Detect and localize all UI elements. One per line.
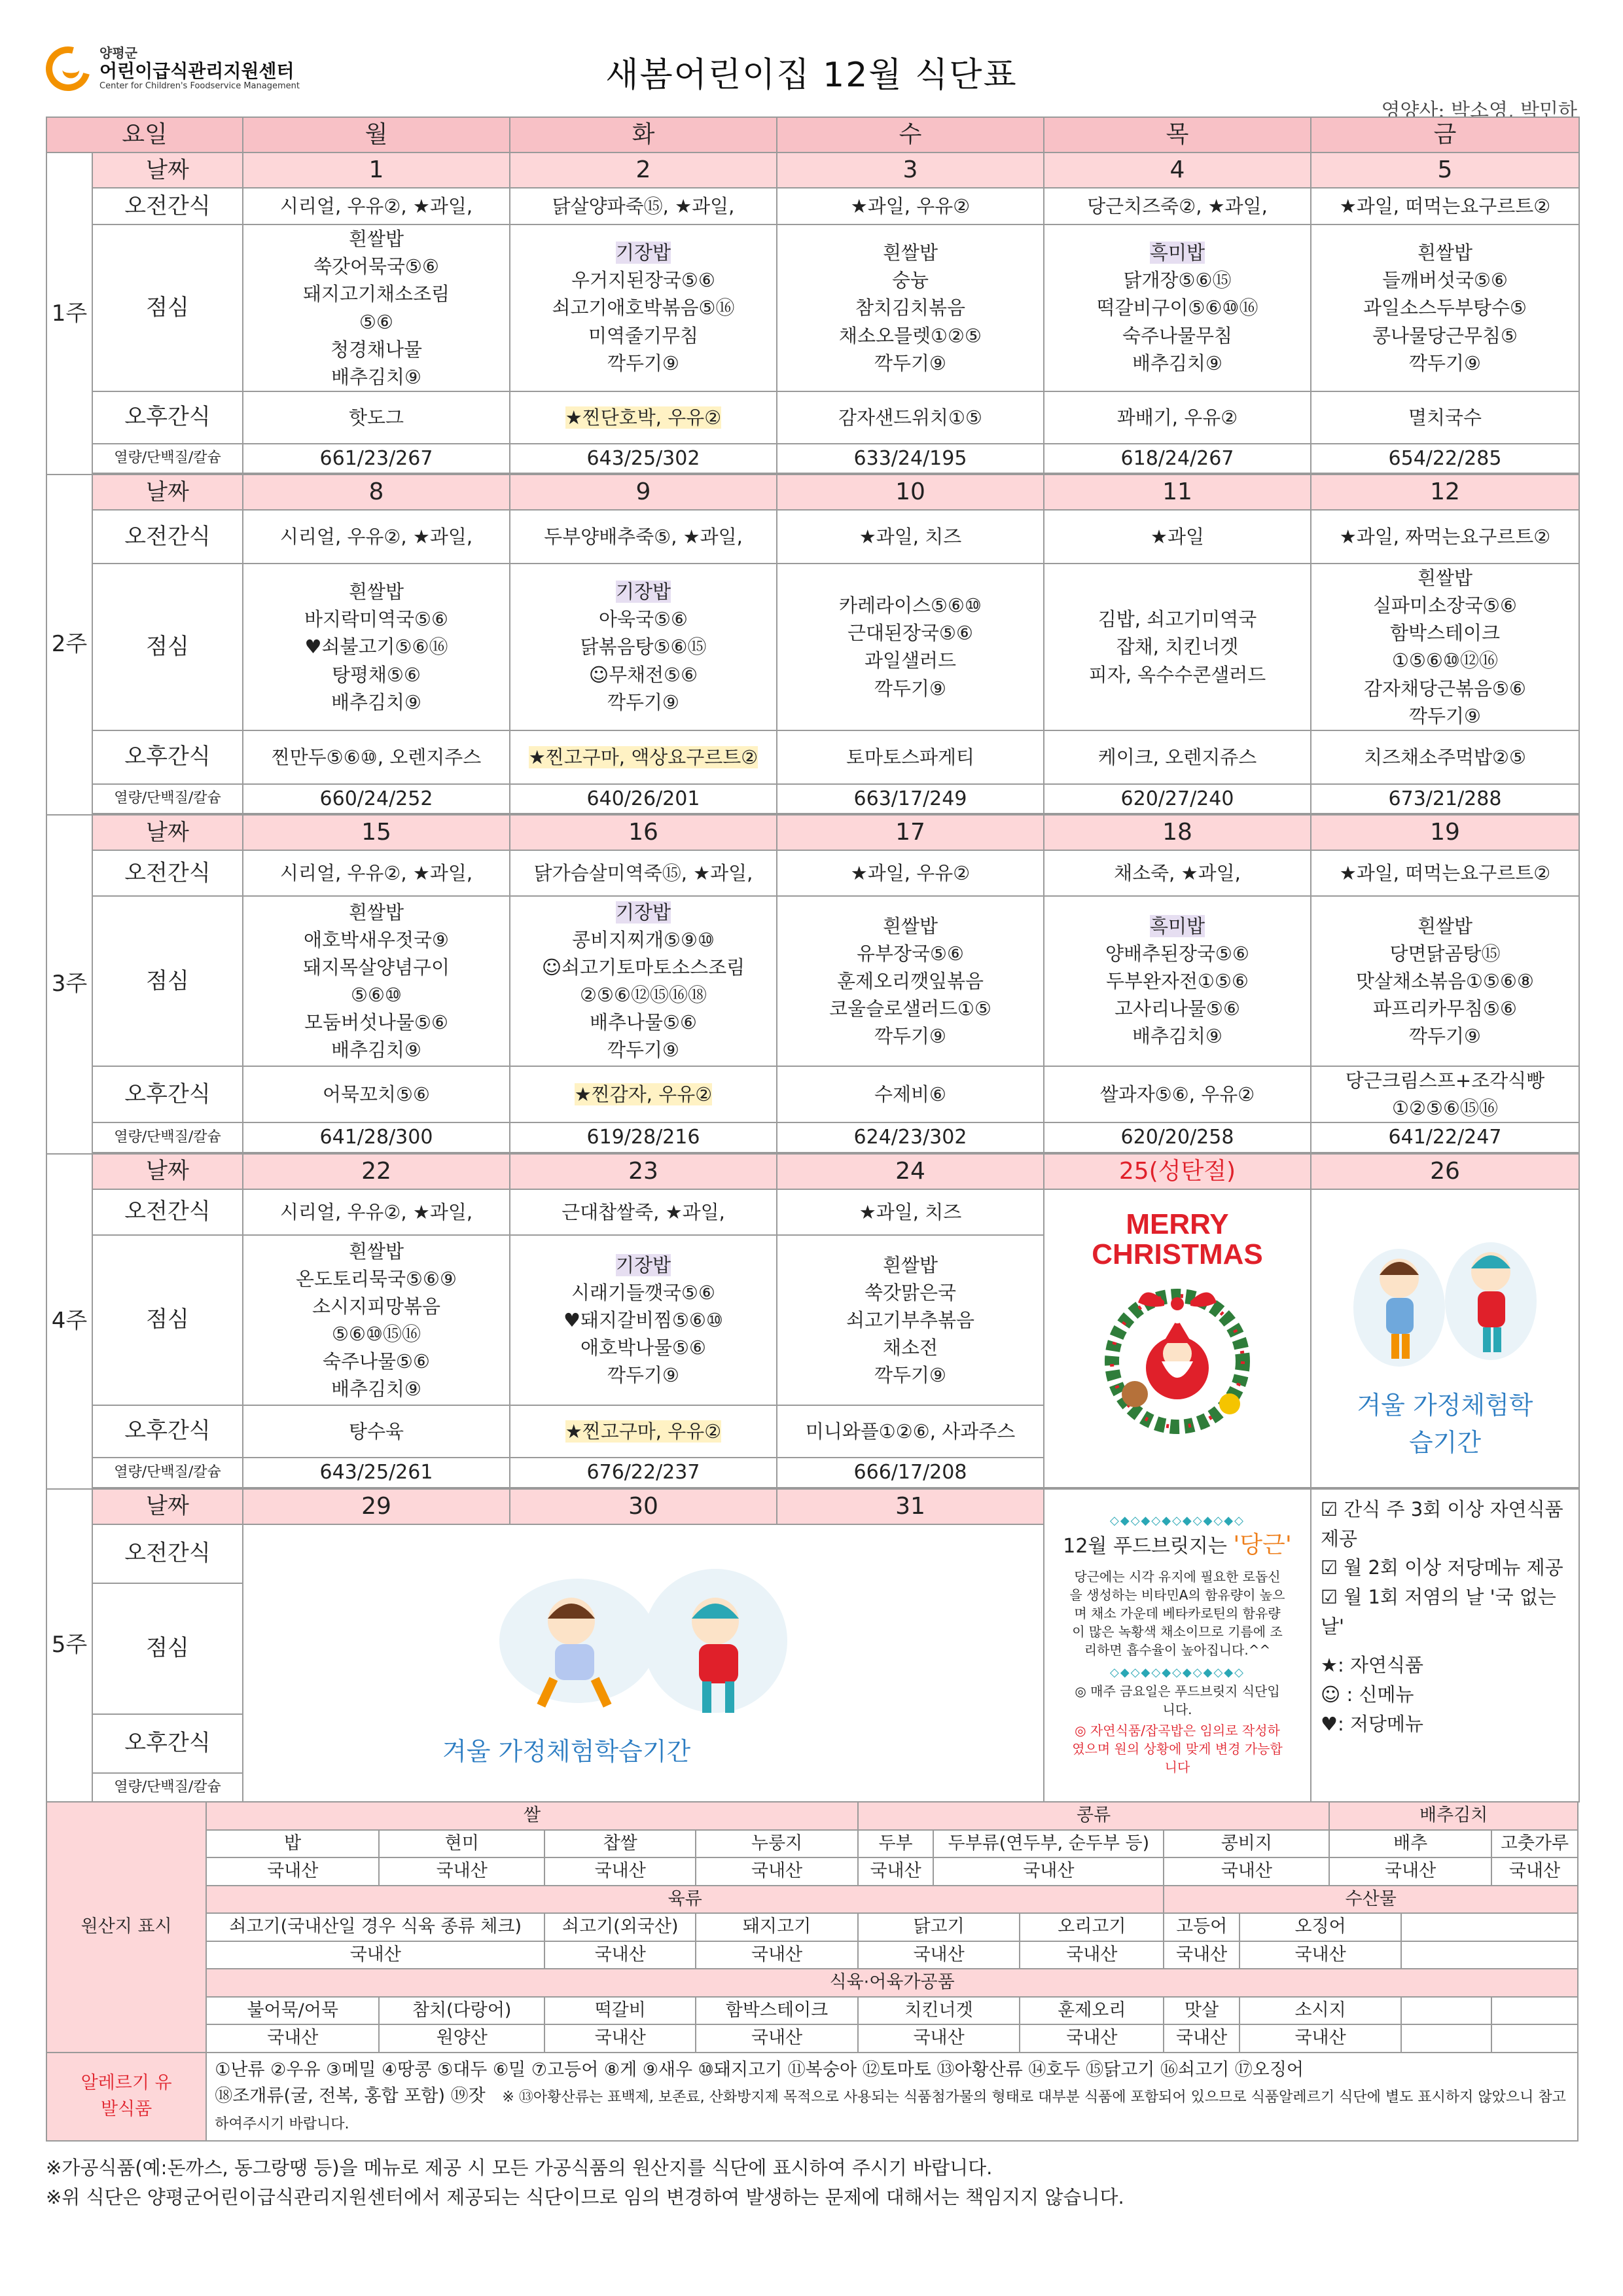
allergy-line: ①난류 ②우유 ③메밀 ④땅콩 ⑤대두 ⑥밀 ⑦고등어 ⑧게 ⑨새우 ⑩돼지고기 ⑪복숭아 ⑫토마토 ⑬아황산류 ⑭호두 ⑮닭고기 ⑯쇠고기 ⑰오징어: [215, 2059, 1304, 2080]
logo-main: 어린이급식관리지원센터: [99, 60, 294, 82]
origin-item: 참치(다랑어): [379, 1997, 544, 2025]
morning-snack: 두부양배추죽⑤, ★과일,: [510, 510, 777, 564]
kcal-label: 열량/단백질/칼슘: [92, 784, 243, 814]
kcal-value: 641/22/247: [1311, 1122, 1579, 1153]
lunch-label: 점심: [92, 1235, 243, 1405]
morning-snack: 시리얼, 우유②, ★과일,: [243, 1189, 510, 1235]
origin-item: 누룽지: [696, 1830, 858, 1858]
date-cell: 30: [510, 1489, 777, 1524]
date-label: 날짜: [92, 152, 243, 188]
afternoon-snack: 감자샌드위치①⑤: [777, 391, 1044, 444]
week-label: 1주: [46, 152, 92, 475]
legend-natural: ★: 자연식품: [1321, 1654, 1424, 1677]
origin-item: 콩비지: [1164, 1830, 1329, 1858]
kcal-value: 663/17/249: [777, 784, 1044, 814]
kcal-label: 열량/단백질/칼슘: [92, 1773, 243, 1802]
origin-item: 닭고기: [858, 1913, 1020, 1941]
lunch-label: 점심: [92, 1583, 243, 1714]
lunch-menu: 흰쌀밥 유부장국⑤⑥ 훈제오리깻잎볶음 코울슬로샐러드①⑤ 깍두기⑨: [777, 896, 1044, 1066]
origin-value: 국내산: [379, 1857, 544, 1886]
kcal-value: 673/21/288: [1311, 784, 1579, 814]
origin-item: 찹쌀: [544, 1830, 696, 1858]
lunch-menu: 흰쌀밥 바지락미역국⑤⑥ ♥쇠불고기⑤⑥⑯ 탕평채⑤⑥ 배추김치⑨: [243, 564, 510, 730]
origin-value: 국내산: [1240, 1941, 1402, 1969]
date-cell: 26: [1311, 1154, 1579, 1189]
lunch-menu: 흑미밥 양배추된장국⑤⑥ 두부완자전①⑤⑥ 고사리나물⑤⑥ 배추김치⑨: [1044, 896, 1311, 1066]
empty-cell: [1401, 1941, 1578, 1969]
date-cell: 2: [510, 152, 777, 188]
origin-item: 떡갈비: [544, 1997, 696, 2025]
legend-new-menu: ☺ : 신메뉴: [1321, 1683, 1414, 1706]
origin-value: 국내산: [933, 1857, 1164, 1886]
winter-break-text: 겨울 가정체험학습기간: [1357, 1391, 1533, 1458]
date-cell: 18: [1044, 815, 1311, 850]
date-cell: 29: [243, 1489, 510, 1524]
kcal-label: 열량/단백질/칼슘: [92, 1458, 243, 1488]
morning-label: 오전간식: [92, 1524, 243, 1583]
lunch-label: 점심: [92, 224, 243, 391]
guideline-checklist: [1311, 1489, 1579, 1802]
morning-snack: 닭살양파죽⑮, ★과일,: [510, 188, 777, 224]
afternoon-snack: 케이크, 오렌지쥬스: [1044, 730, 1311, 784]
afternoon-label: 오후간식: [92, 1405, 243, 1458]
origin-item: 쇠고기(국내산일 경우 식육 종류 체크): [206, 1913, 544, 1941]
origin-item: 고춧가루: [1491, 1830, 1578, 1858]
food-bridge-body: 당근에는 시각 유지에 필요한 로돕신을 생성하는 비타민A의 함유량이 높으며 채소 가운데 베타카로틴의 함유량이 많은 녹황색 채소이므로 기름에 조리하면 흡수율이 높아집니다.^^: [1069, 1568, 1285, 1658]
origin-item: 치킨너겟: [858, 1997, 1020, 2025]
origin-value: 국내산: [858, 2024, 1020, 2053]
lunch-label: 점심: [92, 896, 243, 1066]
date-label: 날짜: [92, 1154, 243, 1189]
morning-snack: ★과일, 우유②: [777, 188, 1044, 224]
lunch-menu: 김밥, 쇠고기미역국 잡채, 치킨너겟 피자, 옥수수콘샐러드: [1044, 564, 1311, 730]
morning-snack: ★과일, 짜먹는요구르트②: [1311, 510, 1579, 564]
origin-item: 두부류(연두부, 순두부 등): [933, 1830, 1164, 1858]
date-cell: 12: [1311, 475, 1579, 510]
holiday-date-cell: 25(성탄절): [1044, 1154, 1311, 1189]
lunch-menu: 기장밥 우거지된장국⑤⑥ 쇠고기애호박볶음⑤⑯ 미역줄기무침 깍두기⑨: [510, 224, 777, 391]
afternoon-snack: 찐만두⑤⑥⑩, 오렌지주스: [243, 730, 510, 784]
morning-label: 오전간식: [92, 850, 243, 896]
date-cell: 19: [1311, 815, 1579, 850]
footer-notes: [46, 2153, 1124, 2212]
origin-item: 배추: [1329, 1830, 1491, 1858]
origin-value: 국내산: [1020, 1941, 1164, 1969]
kcal-value: 618/24/267: [1044, 444, 1311, 474]
christmas-wreath-icon: [1066, 1270, 1289, 1440]
snow-angel-kids-icon: [1334, 1210, 1556, 1380]
morning-snack: 시리얼, 우유②, ★과일,: [243, 510, 510, 564]
origin-value: 국내산: [696, 1941, 858, 1969]
lunch-menu: 흰쌀밥 실파미소장국⑤⑥ 함박스테이크 ①⑤⑥⑩⑫⑯ 감자채당근볶음⑤⑥ 깍두기⑨: [1311, 564, 1579, 730]
lunch-menu: 카레라이스⑤⑥⑩ 근대된장국⑤⑥ 과일샐러드 깍두기⑨: [777, 564, 1044, 730]
empty-cell: [1491, 1997, 1578, 2025]
check-item: ☑ 월 1회 저염의 날 '국 없는 날': [1321, 1586, 1556, 1638]
empty-cell: [1401, 2024, 1491, 2053]
origin-item: 쇠고기(외국산): [544, 1913, 696, 1941]
morning-snack: ★과일: [1044, 510, 1311, 564]
date-cell: 10: [777, 475, 1044, 510]
origin-value: 국내산: [544, 2024, 696, 2053]
lunch-label: 점심: [92, 564, 243, 730]
menu-table: [46, 117, 1580, 1803]
kcal-value: 660/24/252: [243, 784, 510, 814]
morning-label: 오전간식: [92, 188, 243, 224]
date-label: 날짜: [92, 1489, 243, 1524]
origin-item: 오리고기: [1020, 1913, 1164, 1941]
bean-head: 콩류: [858, 1802, 1330, 1830]
footer-note: ※위 식단은 양평군어린이급식관리지원센터에서 제공되는 식단이므로 임의 변경하여 발생하는 문제에 대해서는 책임지지 않습니다.: [46, 2185, 1124, 2208]
food-bridge-title: 12월 푸드브릿지는: [1063, 1535, 1227, 1558]
christmas-title: MERRY CHRISTMAS: [1092, 1208, 1263, 1271]
date-cell: 16: [510, 815, 777, 850]
afternoon-label: 오후간식: [92, 1714, 243, 1773]
morning-snack: 시리얼, 우유②, ★과일,: [243, 850, 510, 896]
kcal-value: 620/27/240: [1044, 784, 1311, 814]
kcal-value: 643/25/261: [243, 1458, 510, 1488]
logo-english: Center for Children's Foodservice Management: [99, 81, 300, 92]
origin-value: 국내산: [858, 1857, 934, 1886]
afternoon-snack: ★찐고구마, 우유②: [510, 1405, 777, 1458]
check-item: ☑ 월 2회 이상 저당메뉴 제공: [1321, 1556, 1563, 1579]
morning-snack: ★과일, 치즈: [777, 1189, 1044, 1235]
morning-snack: ★과일, 치즈: [777, 510, 1044, 564]
christmas-panel: [1044, 1189, 1311, 1488]
empty-cell: [1401, 1913, 1578, 1941]
origin-value: 국내산: [1240, 2024, 1402, 2053]
week-label: 3주: [46, 815, 92, 1154]
meat-head: 육류: [206, 1886, 1164, 1914]
date-cell: 1: [243, 152, 510, 188]
date-cell: 11: [1044, 475, 1311, 510]
kimchi-head: 배추김치: [1329, 1802, 1578, 1830]
lunch-menu: 흰쌀밥 애호박새우젓국⑨ 돼지목살양념구이 ⑤⑥⑩ 모둠버섯나물⑤⑥ 배추김치⑨: [243, 896, 510, 1066]
afternoon-snack: ★찐고구마, 액상요구르트②: [510, 730, 777, 784]
nutritionist-names: 영양사: 박소영, 박민하: [1381, 99, 1577, 122]
origin-item: 현미: [379, 1830, 544, 1858]
afternoon-snack: 수제비⑥: [777, 1066, 1044, 1122]
afternoon-snack: 핫도그: [243, 391, 510, 444]
date-cell: 3: [777, 152, 1044, 188]
kcal-value: 676/22/237: [510, 1458, 777, 1488]
origin-item: 맛살: [1164, 1997, 1240, 2025]
food-bridge-item: '당근': [1233, 1532, 1292, 1559]
origin-item: 소시지: [1240, 1997, 1402, 2025]
date-cell: 5: [1311, 152, 1579, 188]
afternoon-snack: 토마토스파게티: [777, 730, 1044, 784]
decor-border-icon: ◇◆◇◆◇◆◇◆◇◆◇◆◇: [1110, 1514, 1245, 1528]
afternoon-label: 오후간식: [92, 730, 243, 784]
lunch-menu: 흑미밥 닭개장⑤⑥⑮ 떡갈비구이⑤⑥⑩⑯ 숙주나물무침 배추김치⑨: [1044, 224, 1311, 391]
allergy-list: [206, 2053, 1578, 2142]
allergy-label: 알레르기 유발식품: [46, 2053, 206, 2142]
kcal-value: 619/28/216: [510, 1122, 777, 1153]
date-cell: 31: [777, 1489, 1044, 1524]
processed-head: 식육·어육가공품: [206, 1969, 1578, 1997]
kcal-value: 624/23/302: [777, 1122, 1044, 1153]
origin-value: 원양산: [379, 2024, 544, 2053]
morning-snack: 근대찹쌀죽, ★과일,: [510, 1189, 777, 1235]
rice-head: 쌀: [206, 1802, 858, 1830]
origin-value: 국내산: [1164, 2024, 1240, 2053]
lunch-menu: 기장밥 아욱국⑤⑥ 닭볶음탕⑤⑥⑮ ☺무채전⑤⑥ 깍두기⑨: [510, 564, 777, 730]
origin-value: 국내산: [1164, 1941, 1240, 1969]
origin-label: 원산지 표시: [46, 1802, 206, 2053]
origin-item: 훈제오리: [1020, 1997, 1164, 2025]
header-thu: 목: [1044, 117, 1311, 152]
header-mon: 월: [243, 117, 510, 152]
origin-value: 국내산: [696, 1857, 858, 1886]
morning-snack: ★과일, 우유②: [777, 850, 1044, 896]
date-cell: 24: [777, 1154, 1044, 1189]
date-cell: 4: [1044, 152, 1311, 188]
allergy-note: ※ ⑬아황산류는 표백제, 보존료, 산화방지제 목적으로 사용되는 식품첨가물의 형태로 대부분 식품에 포함되어 있으므로 식품알레르기 식단에 별도 표시하지 않았으니 참고하여주시기 바랍니다.: [215, 2089, 1566, 2132]
morning-snack: 시리얼, 우유②, ★과일,: [243, 188, 510, 224]
lunch-menu: 기장밥 콩비지찌개⑤⑨⑩ ☺쇠고기토마토소스조림 ②⑤⑥⑫⑮⑯⑱ 배추나물⑤⑥ 깍두기⑨: [510, 896, 777, 1066]
empty-cell: [1491, 2024, 1578, 2053]
origin-value: 국내산: [206, 2024, 379, 2053]
kcal-value: 654/22/285: [1311, 444, 1579, 474]
date-cell: 17: [777, 815, 1044, 850]
winter-break-panel-week5: [243, 1524, 1044, 1802]
morning-snack: ★과일, 떠먹는요구르트②: [1311, 850, 1579, 896]
page-header: [46, 33, 1577, 122]
header-wed: 수: [777, 117, 1044, 152]
morning-label: 오전간식: [92, 1189, 243, 1235]
check-item: ☑ 간식 주 3회 이상 자연식품 제공: [1321, 1498, 1563, 1550]
logo-sub: 양평군: [99, 45, 137, 61]
origin-item: 불어묵/어묵: [206, 1997, 379, 2025]
week-label: 5주: [46, 1489, 92, 1802]
kcal-label: 열량/단백질/칼슘: [92, 1122, 243, 1153]
lunch-menu: 흰쌀밥 들깨버섯국⑤⑥ 과일소스두부탕수⑤ 콩나물당근무침⑤ 깍두기⑨: [1311, 224, 1579, 391]
food-bridge-notice: [1044, 1489, 1311, 1802]
empty-cell: [1401, 1997, 1491, 2025]
kcal-value: 620/20/258: [1044, 1122, 1311, 1153]
kcal-value: 666/17/208: [777, 1458, 1044, 1488]
morning-snack: 당근치즈죽②, ★과일,: [1044, 188, 1311, 224]
origin-value: 국내산: [544, 1941, 696, 1969]
page-title: 새봄어린이집 12월 식단표: [605, 56, 1018, 95]
morning-snack: ★과일, 떠먹는요구르트②: [1311, 188, 1579, 224]
afternoon-snack: 멸치국수: [1311, 391, 1579, 444]
header-day: 요일: [46, 117, 243, 152]
origin-value: 국내산: [696, 2024, 858, 2053]
lunch-menu: 흰쌀밥 쑥갓어묵국⑤⑥ 돼지고기채소조림 ⑤⑥ 청경채나물 배추김치⑨: [243, 224, 510, 391]
origin-value: 국내산: [1020, 2024, 1164, 2053]
date-cell: 22: [243, 1154, 510, 1189]
winter-break-panel-week4: [1311, 1189, 1579, 1488]
afternoon-snack: ★찐감자, 우유②: [510, 1066, 777, 1122]
snow-angel-kids-icon: [473, 1556, 813, 1726]
kcal-value: 641/28/300: [243, 1122, 510, 1153]
origin-item: 고등어: [1164, 1913, 1240, 1941]
week-label: 2주: [46, 475, 92, 815]
header-fri: 금: [1311, 117, 1579, 152]
origin-value: 국내산: [1329, 1857, 1491, 1886]
kcal-label: 열량/단백질/칼슘: [92, 444, 243, 474]
lunch-menu: 흰쌀밥 쑥갓맑은국 쇠고기부추볶음 채소전 깍두기⑨: [777, 1235, 1044, 1405]
origin-table: [46, 1801, 1578, 2142]
afternoon-snack: 미니와플①②⑥, 사과주스: [777, 1405, 1044, 1458]
header-tue: 화: [510, 117, 777, 152]
winter-break-text: 겨울 가정체험학습기간: [442, 1736, 691, 1766]
allergy-line: ⑱조개류(굴, 전복, 홍합 포함) ⑲잣: [215, 2086, 486, 2106]
morning-snack: 닭가슴살미역죽⑮, ★과일,: [510, 850, 777, 896]
morning-snack: 채소죽, ★과일,: [1044, 850, 1311, 896]
origin-value: 국내산: [858, 1941, 1020, 1969]
food-bridge-note2: ◎ 자연식품/잡곡밥은 임의로 작성하였으며 원의 상황에 맞게 변경 가능합니다: [1072, 1723, 1283, 1776]
origin-value: 국내산: [544, 1857, 696, 1886]
afternoon-snack: 당근크림스프+조각식빵①②⑤⑥⑮⑯: [1311, 1066, 1579, 1122]
fish-head: 수산물: [1164, 1886, 1578, 1914]
origin-value: 국내산: [206, 1857, 379, 1886]
afternoon-label: 오후간식: [92, 391, 243, 444]
afternoon-snack: 꽈배기, 우유②: [1044, 391, 1311, 444]
date-label: 날짜: [92, 815, 243, 850]
origin-value: 국내산: [1164, 1857, 1329, 1886]
lunch-menu: 기장밥 시래기들깻국⑤⑥ ♥돼지갈비찜⑤⑥⑩ 애호박나물⑤⑥ 깍두기⑨: [510, 1235, 777, 1405]
origin-value: 국내산: [1491, 1857, 1578, 1886]
afternoon-snack: 치즈채소주먹밥②⑤: [1311, 730, 1579, 784]
afternoon-snack: 탕수육: [243, 1405, 510, 1458]
week-label: 4주: [46, 1154, 92, 1489]
afternoon-snack: ★찐단호박, 우유②: [510, 391, 777, 444]
afternoon-label: 오후간식: [92, 1066, 243, 1122]
date-cell: 15: [243, 815, 510, 850]
kcal-value: 640/26/201: [510, 784, 777, 814]
kcal-value: 633/24/195: [777, 444, 1044, 474]
lunch-menu: 흰쌀밥 숭늉 참치김치볶음 채소오믈렛①②⑤ 깍두기⑨: [777, 224, 1044, 391]
origin-item: 함박스테이크: [696, 1997, 858, 2025]
footer-note: ※가공식품(예:돈까스, 동그랑땡 등)을 메뉴로 제공 시 모든 가공식품의 원산지를 식단에 표시하여 주시기 바랍니다.: [46, 2157, 993, 2179]
kcal-value: 661/23/267: [243, 444, 510, 474]
kcal-value: 643/25/302: [510, 444, 777, 474]
origin-item: 밥: [206, 1830, 379, 1858]
lunch-menu: 흰쌀밥 당면닭곰탕⑮ 맛살채소볶음①⑤⑥⑧ 파프리카무침⑤⑥ 깍두기⑨: [1311, 896, 1579, 1066]
morning-label: 오전간식: [92, 510, 243, 564]
food-bridge-note1: ◎ 매주 금요일은 푸드브릿지 식단입니다.: [1075, 1683, 1280, 1718]
legend-low-sugar: ♥: 저당메뉴: [1321, 1713, 1424, 1736]
afternoon-snack: 쌀과자⑤⑥, 우유②: [1044, 1066, 1311, 1122]
date-label: 날짜: [92, 475, 243, 510]
origin-item: 돼지고기: [696, 1913, 858, 1941]
origin-item: 두부: [858, 1830, 934, 1858]
lunch-menu: 흰쌀밥 온도토리묵국⑤⑥⑨ 소시지피망볶음 ⑤⑥⑩⑮⑯ 숙주나물⑤⑥ 배추김치⑨: [243, 1235, 510, 1405]
afternoon-snack: 어묵꼬치⑤⑥: [243, 1066, 510, 1122]
origin-value: 국내산: [206, 1941, 544, 1969]
date-cell: 8: [243, 475, 510, 510]
decor-border-icon: ◇◆◇◆◇◆◇◆◇◆◇◆◇: [1110, 1665, 1245, 1679]
date-cell: 9: [510, 475, 777, 510]
origin-item: 오징어: [1240, 1913, 1402, 1941]
date-cell: 23: [510, 1154, 777, 1189]
